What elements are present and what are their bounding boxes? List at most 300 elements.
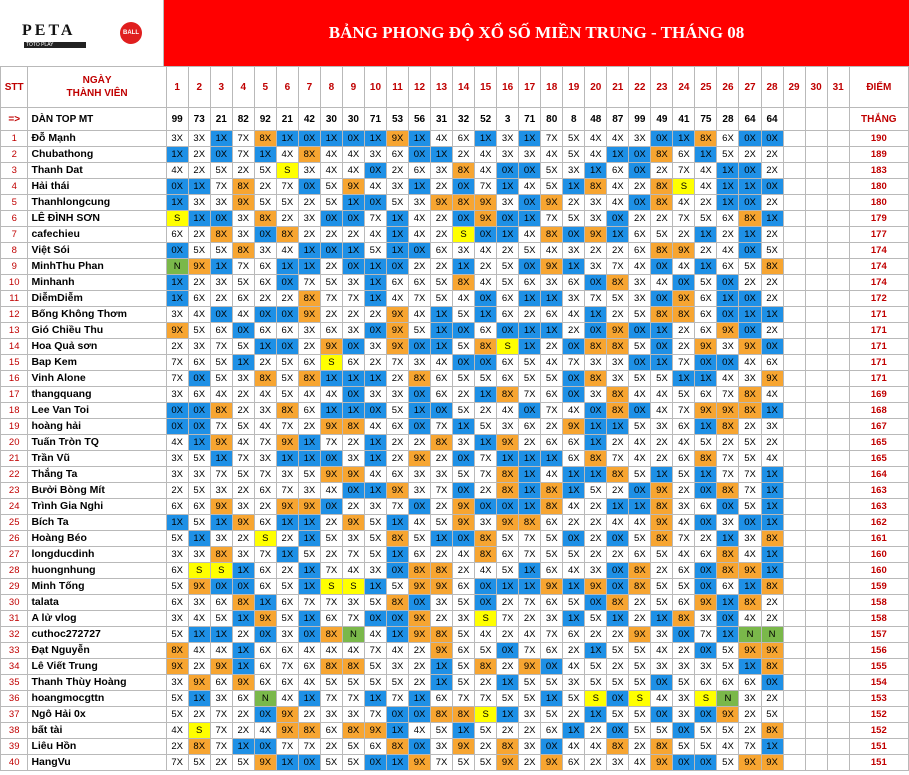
result-cell: 0X bbox=[166, 243, 188, 259]
result-cell: 6X bbox=[629, 227, 651, 243]
result-cell: 1X bbox=[453, 259, 475, 275]
result-cell: 1X bbox=[431, 307, 453, 323]
result-cell: 3X bbox=[497, 147, 519, 163]
top-row-value: 75 bbox=[695, 108, 717, 131]
result-cell: 6X bbox=[386, 419, 408, 435]
result-cell: 9X bbox=[651, 755, 673, 771]
result-cell: 7X bbox=[298, 595, 320, 611]
result-cell: 3X bbox=[188, 595, 210, 611]
result-cell: 6X bbox=[409, 275, 431, 291]
result-cell: 0X bbox=[519, 163, 541, 179]
result-cell: 2X bbox=[188, 147, 210, 163]
result-cell: 3X bbox=[541, 611, 563, 627]
header-day: 31 bbox=[827, 67, 849, 108]
result-cell: 3X bbox=[695, 611, 717, 627]
member-name: MinhThu Phan bbox=[28, 259, 166, 275]
member-name: DiễmDiễm bbox=[28, 291, 166, 307]
result-cell: 7X bbox=[717, 467, 739, 483]
result-cell bbox=[805, 755, 827, 771]
result-cell: 6X bbox=[497, 547, 519, 563]
result-cell: 8X bbox=[607, 403, 629, 419]
result-cell: 7X bbox=[717, 451, 739, 467]
result-cell bbox=[827, 275, 849, 291]
result-cell: 3X bbox=[585, 387, 607, 403]
result-cell bbox=[827, 387, 849, 403]
result-cell: 6X bbox=[232, 291, 254, 307]
result-cell: 9X bbox=[717, 707, 739, 723]
member-points: 167 bbox=[849, 419, 908, 435]
result-cell: 3X bbox=[342, 531, 364, 547]
result-cell: 1X bbox=[607, 499, 629, 515]
result-cell: 5X bbox=[166, 531, 188, 547]
result-cell: 5X bbox=[629, 339, 651, 355]
member-name: Minh Tống bbox=[28, 579, 166, 595]
result-cell: 5X bbox=[563, 595, 585, 611]
result-cell: 3X bbox=[739, 371, 761, 387]
member-name: thangquang bbox=[28, 387, 166, 403]
header-day: 7 bbox=[298, 67, 320, 108]
table-row bbox=[1, 483, 909, 499]
result-cell: 4X bbox=[188, 643, 210, 659]
result-cell: 8X bbox=[607, 739, 629, 755]
header-points: ĐIỂM bbox=[849, 67, 908, 108]
result-cell: 8X bbox=[431, 435, 453, 451]
result-cell: 1X bbox=[673, 371, 695, 387]
result-cell: N bbox=[166, 259, 188, 275]
result-cell: 4X bbox=[166, 163, 188, 179]
result-cell bbox=[783, 723, 805, 739]
top-row-points: THẮNG bbox=[849, 108, 908, 131]
result-cell: 3X bbox=[342, 707, 364, 723]
result-cell: 1X bbox=[717, 179, 739, 195]
result-cell bbox=[805, 739, 827, 755]
logo-subtext: TOTO PLAY bbox=[24, 42, 86, 48]
result-cell: 6X bbox=[188, 499, 210, 515]
result-cell: 7X bbox=[453, 691, 475, 707]
result-cell: 6X bbox=[541, 595, 563, 611]
table-row bbox=[1, 691, 909, 707]
member-name: Hải thái bbox=[28, 179, 166, 195]
result-cell: 7X bbox=[673, 403, 695, 419]
top-row-value: 30 bbox=[342, 108, 364, 131]
result-cell: 9X bbox=[188, 579, 210, 595]
row-stt: 39 bbox=[1, 739, 28, 755]
result-cell: 3X bbox=[232, 227, 254, 243]
result-cell: 5X bbox=[607, 291, 629, 307]
result-cell: 1X bbox=[585, 435, 607, 451]
result-cell: 2X bbox=[386, 371, 408, 387]
result-cell: 2X bbox=[541, 419, 563, 435]
result-cell bbox=[827, 211, 849, 227]
member-name: Vinh Alone bbox=[28, 371, 166, 387]
result-cell: 4X bbox=[364, 419, 386, 435]
result-cell: 6X bbox=[342, 355, 364, 371]
result-cell: 2X bbox=[761, 691, 783, 707]
result-cell: 4X bbox=[342, 163, 364, 179]
result-cell bbox=[783, 307, 805, 323]
result-cell: 2X bbox=[607, 547, 629, 563]
result-cell: 3X bbox=[166, 547, 188, 563]
result-cell: 2X bbox=[364, 355, 386, 371]
result-cell bbox=[805, 227, 827, 243]
result-cell bbox=[805, 659, 827, 675]
result-cell bbox=[827, 435, 849, 451]
result-cell: 3X bbox=[673, 691, 695, 707]
result-cell: 0X bbox=[409, 243, 431, 259]
result-cell: 7X bbox=[519, 531, 541, 547]
result-cell: 1X bbox=[475, 131, 497, 147]
result-cell: 1X bbox=[761, 307, 783, 323]
top-row-value: 99 bbox=[629, 108, 651, 131]
result-cell bbox=[827, 499, 849, 515]
result-cell: 6X bbox=[453, 643, 475, 659]
result-cell: 0X bbox=[409, 739, 431, 755]
result-cell: 9X bbox=[541, 755, 563, 771]
result-cell bbox=[783, 403, 805, 419]
result-cell: 2X bbox=[651, 435, 673, 451]
result-cell: 6X bbox=[695, 323, 717, 339]
result-cell: 3X bbox=[232, 371, 254, 387]
header-day: 6 bbox=[276, 67, 298, 108]
result-cell: 4X bbox=[188, 307, 210, 323]
result-cell: 0X bbox=[695, 355, 717, 371]
result-cell: 2X bbox=[541, 339, 563, 355]
result-cell: 4X bbox=[629, 451, 651, 467]
result-cell: 1X bbox=[585, 707, 607, 723]
result-cell: 8X bbox=[541, 483, 563, 499]
table-row bbox=[1, 131, 909, 147]
top-row-value bbox=[827, 108, 849, 131]
result-cell: 5X bbox=[188, 515, 210, 531]
result-cell: 6X bbox=[254, 483, 276, 499]
result-cell: 1X bbox=[739, 579, 761, 595]
result-cell: 0X bbox=[585, 275, 607, 291]
result-cell: 7X bbox=[431, 419, 453, 435]
result-cell: 7X bbox=[475, 691, 497, 707]
result-cell: 2X bbox=[585, 499, 607, 515]
result-cell: 3X bbox=[761, 419, 783, 435]
result-cell: 9X bbox=[717, 403, 739, 419]
result-cell: 1X bbox=[695, 467, 717, 483]
result-cell bbox=[805, 627, 827, 643]
result-cell: 1X bbox=[519, 291, 541, 307]
result-cell: 2X bbox=[519, 611, 541, 627]
result-cell: S bbox=[453, 227, 475, 243]
top-row-value: 64 bbox=[739, 108, 761, 131]
result-cell: 9X bbox=[386, 323, 408, 339]
result-cell: 2X bbox=[497, 595, 519, 611]
table-row bbox=[1, 371, 909, 387]
result-cell: 6X bbox=[717, 675, 739, 691]
result-cell: 9X bbox=[210, 435, 232, 451]
result-cell: 0X bbox=[651, 131, 673, 147]
result-cell: 5X bbox=[607, 707, 629, 723]
result-cell: 5X bbox=[629, 419, 651, 435]
row-stt: 6 bbox=[1, 211, 28, 227]
result-cell: 2X bbox=[497, 723, 519, 739]
logo-ball-icon: BALL bbox=[120, 22, 142, 44]
member-points: 160 bbox=[849, 547, 908, 563]
result-cell: 0X bbox=[695, 563, 717, 579]
result-cell: 1X bbox=[739, 227, 761, 243]
result-cell: 1X bbox=[364, 259, 386, 275]
result-cell: 4X bbox=[298, 387, 320, 403]
header-day: 28 bbox=[761, 67, 783, 108]
result-cell: 6X bbox=[629, 243, 651, 259]
member-points: 177 bbox=[849, 227, 908, 243]
row-stt: 12 bbox=[1, 307, 28, 323]
result-cell: 5X bbox=[717, 659, 739, 675]
result-cell bbox=[783, 163, 805, 179]
result-cell: N bbox=[342, 627, 364, 643]
result-cell: 7X bbox=[541, 131, 563, 147]
header-day: 29 bbox=[783, 67, 805, 108]
result-cell: 1X bbox=[276, 131, 298, 147]
result-cell: S bbox=[475, 707, 497, 723]
result-cell: 4X bbox=[695, 179, 717, 195]
result-cell bbox=[827, 595, 849, 611]
result-cell bbox=[827, 131, 849, 147]
result-cell: 9X bbox=[497, 435, 519, 451]
result-cell: 5X bbox=[409, 323, 431, 339]
result-cell: 3X bbox=[232, 547, 254, 563]
result-cell: 0X bbox=[629, 403, 651, 419]
result-cell: 7X bbox=[320, 595, 342, 611]
result-cell: 1X bbox=[298, 243, 320, 259]
result-cell: 2X bbox=[717, 435, 739, 451]
result-cell: 7X bbox=[541, 403, 563, 419]
result-cell: 0X bbox=[629, 163, 651, 179]
result-cell: 4X bbox=[320, 483, 342, 499]
result-cell: 6X bbox=[695, 675, 717, 691]
result-cell: 3X bbox=[475, 515, 497, 531]
row-stt: 18 bbox=[1, 403, 28, 419]
result-cell: 3X bbox=[717, 515, 739, 531]
result-cell: 5X bbox=[629, 371, 651, 387]
result-cell: 1X bbox=[276, 755, 298, 771]
result-cell: 2X bbox=[761, 611, 783, 627]
result-cell: 8X bbox=[497, 387, 519, 403]
result-cell bbox=[827, 627, 849, 643]
member-points: 164 bbox=[849, 467, 908, 483]
result-cell: 5X bbox=[497, 691, 519, 707]
row-stt: 15 bbox=[1, 355, 28, 371]
member-points: 171 bbox=[849, 339, 908, 355]
result-cell: 1X bbox=[541, 691, 563, 707]
result-cell: 0X bbox=[342, 387, 364, 403]
result-cell: S bbox=[695, 691, 717, 707]
result-cell: 0X bbox=[475, 595, 497, 611]
result-cell: 4X bbox=[320, 163, 342, 179]
result-cell: 9X bbox=[232, 195, 254, 211]
result-cell: 7X bbox=[342, 691, 364, 707]
result-cell: 3X bbox=[386, 659, 408, 675]
result-cell: 3X bbox=[364, 563, 386, 579]
result-cell: 1X bbox=[541, 291, 563, 307]
header-day: 12 bbox=[409, 67, 431, 108]
result-cell: 9X bbox=[386, 483, 408, 499]
result-cell: 8X bbox=[607, 387, 629, 403]
result-cell bbox=[827, 467, 849, 483]
result-cell: S bbox=[585, 691, 607, 707]
result-cell: 5X bbox=[673, 467, 695, 483]
member-name: Tuấn Tròn TQ bbox=[28, 435, 166, 451]
result-cell: 4X bbox=[364, 227, 386, 243]
result-cell: 1X bbox=[695, 371, 717, 387]
row-stt: 32 bbox=[1, 627, 28, 643]
result-cell: 1X bbox=[563, 179, 585, 195]
result-cell: 9X bbox=[409, 451, 431, 467]
table-row bbox=[1, 179, 909, 195]
result-cell: 9X bbox=[386, 131, 408, 147]
result-cell: 0X bbox=[607, 211, 629, 227]
row-stt: 13 bbox=[1, 323, 28, 339]
result-cell: 8X bbox=[739, 211, 761, 227]
result-cell: 5X bbox=[695, 723, 717, 739]
result-cell: 7X bbox=[254, 435, 276, 451]
result-cell: 7X bbox=[276, 483, 298, 499]
result-cell: S bbox=[673, 179, 695, 195]
result-cell: 8X bbox=[695, 451, 717, 467]
result-cell: 1X bbox=[607, 147, 629, 163]
result-cell: 9X bbox=[497, 755, 519, 771]
result-cell: 0X bbox=[497, 163, 519, 179]
result-cell: 0X bbox=[717, 307, 739, 323]
row-stt: 10 bbox=[1, 275, 28, 291]
result-cell: 1X bbox=[431, 659, 453, 675]
member-points: 171 bbox=[849, 323, 908, 339]
result-cell: 6X bbox=[717, 211, 739, 227]
result-cell: 2X bbox=[320, 307, 342, 323]
result-cell: 4X bbox=[188, 611, 210, 627]
result-cell: 1X bbox=[761, 467, 783, 483]
result-cell: 8X bbox=[651, 179, 673, 195]
result-cell bbox=[827, 707, 849, 723]
result-cell: 7X bbox=[166, 355, 188, 371]
result-cell: 1X bbox=[386, 547, 408, 563]
result-cell: 9X bbox=[497, 515, 519, 531]
result-cell: 0X bbox=[166, 179, 188, 195]
result-cell: 6X bbox=[563, 451, 585, 467]
result-cell: 2X bbox=[188, 707, 210, 723]
result-cell: 4X bbox=[717, 243, 739, 259]
result-cell: 8X bbox=[232, 243, 254, 259]
result-cell bbox=[783, 739, 805, 755]
result-cell bbox=[783, 563, 805, 579]
row-stt: 31 bbox=[1, 611, 28, 627]
result-cell bbox=[827, 179, 849, 195]
result-cell: 1X bbox=[298, 579, 320, 595]
result-cell: 2X bbox=[320, 739, 342, 755]
result-cell: 5X bbox=[629, 723, 651, 739]
result-cell: 9X bbox=[607, 323, 629, 339]
result-cell: 4X bbox=[386, 291, 408, 307]
result-cell: 8X bbox=[276, 227, 298, 243]
result-cell: 4X bbox=[409, 307, 431, 323]
result-cell: 7X bbox=[364, 707, 386, 723]
result-cell: 1X bbox=[166, 147, 188, 163]
result-cell bbox=[805, 531, 827, 547]
result-cell: 1X bbox=[497, 227, 519, 243]
result-cell: 4X bbox=[475, 627, 497, 643]
result-cell: 7X bbox=[386, 355, 408, 371]
result-cell: 8X bbox=[276, 403, 298, 419]
result-cell: 1X bbox=[717, 595, 739, 611]
result-cell bbox=[805, 595, 827, 611]
result-cell: 5X bbox=[629, 643, 651, 659]
peta-logo bbox=[22, 22, 144, 48]
result-cell: 4X bbox=[232, 307, 254, 323]
result-cell: 2X bbox=[629, 179, 651, 195]
member-name: Thanhlongcung bbox=[28, 195, 166, 211]
result-cell: 1X bbox=[320, 403, 342, 419]
result-cell: 2X bbox=[585, 547, 607, 563]
result-cell: 0X bbox=[497, 211, 519, 227]
result-cell: 6X bbox=[298, 659, 320, 675]
result-cell: 0X bbox=[607, 723, 629, 739]
result-cell: 5X bbox=[585, 611, 607, 627]
result-cell: 8X bbox=[431, 563, 453, 579]
result-cell: 0X bbox=[695, 707, 717, 723]
result-cell: 2X bbox=[717, 227, 739, 243]
result-cell: 5X bbox=[651, 595, 673, 611]
result-cell: 7X bbox=[541, 627, 563, 643]
result-cell: 9X bbox=[541, 259, 563, 275]
table-row bbox=[1, 339, 909, 355]
top-row-value: 32 bbox=[453, 108, 475, 131]
top-row-value: 21 bbox=[210, 108, 232, 131]
result-cell: 5X bbox=[386, 579, 408, 595]
result-cell: 9X bbox=[475, 211, 497, 227]
top-row-value: 30 bbox=[320, 108, 342, 131]
result-cell: 6X bbox=[232, 691, 254, 707]
row-stt: 34 bbox=[1, 659, 28, 675]
member-name: hoàng hải bbox=[28, 419, 166, 435]
result-cell bbox=[783, 451, 805, 467]
result-cell: 6X bbox=[453, 579, 475, 595]
top-row-name: DÀN TOP MT bbox=[28, 108, 166, 131]
result-cell: 7X bbox=[276, 419, 298, 435]
result-cell: 2X bbox=[563, 707, 585, 723]
result-cell: 3X bbox=[409, 355, 431, 371]
result-cell: 4X bbox=[210, 387, 232, 403]
result-cell: 5X bbox=[761, 707, 783, 723]
result-cell: N bbox=[717, 691, 739, 707]
header-day: 25 bbox=[695, 67, 717, 108]
result-cell bbox=[827, 339, 849, 355]
result-cell: 8X bbox=[210, 227, 232, 243]
member-points: 151 bbox=[849, 739, 908, 755]
result-cell: 4X bbox=[607, 179, 629, 195]
result-cell: 1X bbox=[342, 403, 364, 419]
result-cell: 7X bbox=[475, 179, 497, 195]
header-day: 13 bbox=[431, 67, 453, 108]
result-cell: 5X bbox=[717, 723, 739, 739]
result-cell: 0X bbox=[364, 755, 386, 771]
member-points: 158 bbox=[849, 595, 908, 611]
result-cell: 5X bbox=[629, 467, 651, 483]
result-cell: 8X bbox=[254, 131, 276, 147]
result-cell: 0X bbox=[673, 627, 695, 643]
result-cell: 1X bbox=[254, 595, 276, 611]
result-cell: 0X bbox=[519, 195, 541, 211]
result-cell: 7X bbox=[519, 643, 541, 659]
result-cell: 4X bbox=[166, 435, 188, 451]
member-points: 155 bbox=[849, 659, 908, 675]
result-cell: 0X bbox=[651, 259, 673, 275]
result-cell: 1X bbox=[695, 227, 717, 243]
result-cell: 9X bbox=[761, 643, 783, 659]
